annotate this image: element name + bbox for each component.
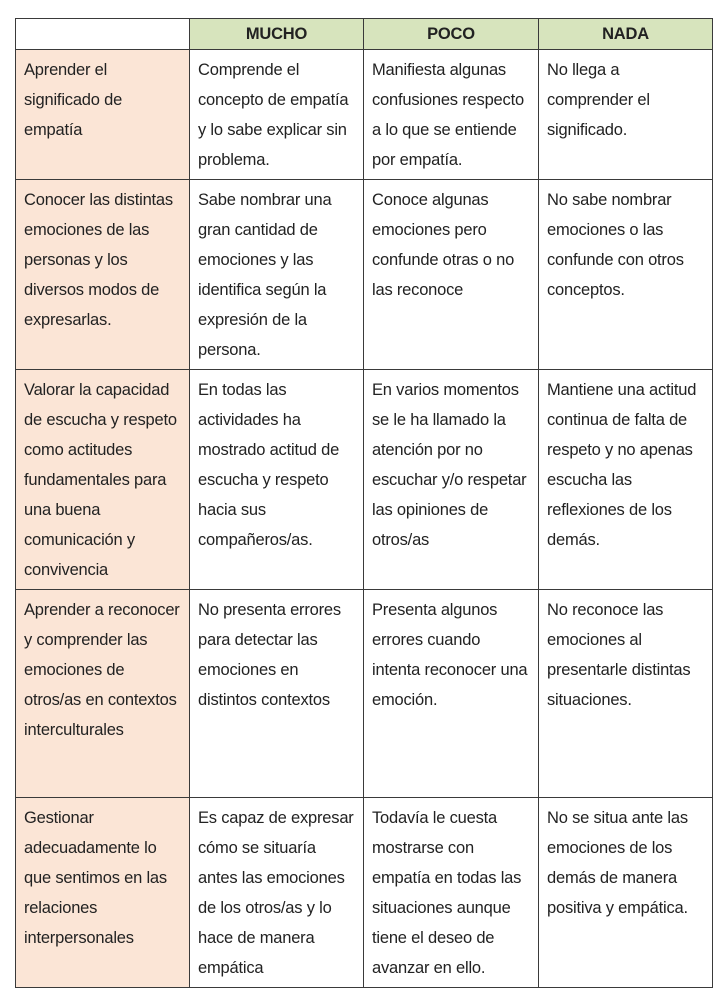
poco-cell: Conoce algunas emociones pero confunde otras o no las reconoce <box>364 180 539 370</box>
header-corner-cell <box>16 19 190 50</box>
poco-cell: En varios momentos se le ha llamado la atención por no escuchar y/o respetar las opiniones de otros/as <box>364 370 539 590</box>
header-nada: NADA <box>539 19 713 50</box>
criterion-cell: Valorar la capacidad de escucha y respeto como actitudes fundamentales para una buena comunicación y convivencia <box>16 370 190 590</box>
criterion-cell: Aprender el significado de empatía <box>16 50 190 180</box>
table-row <box>16 370 713 590</box>
mucho-cell: Sabe nombrar una gran cantidad de emociones y las identifica según la expresión de la persona. <box>190 180 364 370</box>
table-row <box>16 798 713 988</box>
header-mucho: MUCHO <box>190 19 364 50</box>
criterion-cell: Aprender a reconocer y comprender las emociones de otros/as en contextos interculturales <box>16 590 190 798</box>
table-row <box>16 50 713 180</box>
poco-cell: Presenta algunos errores cuando intenta reconocer una emoción. <box>364 590 539 798</box>
nada-cell: No reconoce las emociones al presentarle distintas situaciones. <box>539 590 713 798</box>
criterion-cell: Gestionar adecuadamente lo que sentimos en las relaciones interpersonales <box>16 798 190 988</box>
mucho-cell: Comprende el concepto de empatía y lo sabe explicar sin problema. <box>190 50 364 180</box>
header-row <box>16 19 713 50</box>
criterion-cell: Conocer las distintas emociones de las personas y los diversos modos de expresarlas. <box>16 180 190 370</box>
nada-cell: No llega a comprender el significado. <box>539 50 713 180</box>
mucho-cell: Es capaz de expresar cómo se situaría antes las emociones de los otros/as y lo hace de manera empática <box>190 798 364 988</box>
rubric-table <box>15 18 713 988</box>
nada-cell: Mantiene una actitud continua de falta de respeto y no apenas escucha las reflexiones de los demás. <box>539 370 713 590</box>
poco-cell: Todavía le cuesta mostrarse con empatía en todas las situaciones aunque tiene el deseo de avanzar en ello. <box>364 798 539 988</box>
table-row <box>16 590 713 798</box>
table-row <box>16 180 713 370</box>
nada-cell: No se situa ante las emociones de los demás de manera positiva y empática. <box>539 798 713 988</box>
header-poco: POCO <box>364 19 539 50</box>
nada-cell: No sabe nombrar emociones o las confunde con otros conceptos. <box>539 180 713 370</box>
mucho-cell: En todas las actividades ha mostrado actitud de escucha y respeto hacia sus compañeros/as. <box>190 370 364 590</box>
poco-cell: Manifiesta algunas confusiones respecto a lo que se entiende por empatía. <box>364 50 539 180</box>
mucho-cell: No presenta errores para detectar las emociones en distintos contextos <box>190 590 364 798</box>
